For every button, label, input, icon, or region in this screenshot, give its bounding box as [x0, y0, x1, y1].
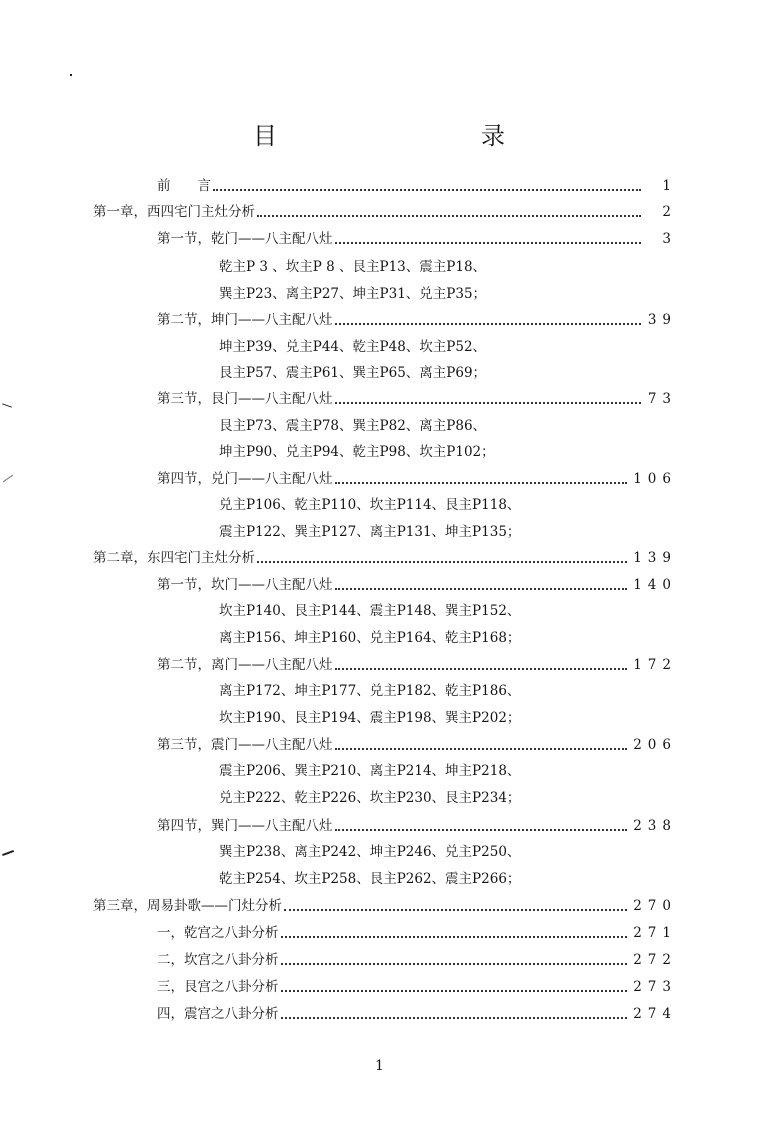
section-detail-line: 坤主P39、兑主P44、乾主P48、坎主P52、 — [219, 339, 487, 355]
section-detail-line: 兑主P106、乾主P110、坎主P114、艮主P118、 — [219, 497, 521, 513]
toc-entry-label: 三，艮宫之八卦分析 — [157, 979, 279, 995]
dot-leader — [281, 936, 628, 938]
section-detail-line: 巽主P238、离主P242、坤主P246、兑主P250、 — [219, 844, 521, 860]
toc-entry-section-1-3[interactable] — [157, 388, 677, 410]
toc-entry-page: 273 — [633, 979, 677, 995]
section-detail-line: 乾主P254、坎主P258、艮主P262、震主P266； — [219, 871, 521, 887]
section-detail-line: 震主P122、巽主P127、离主P131、坤主P135； — [219, 524, 521, 540]
section-detail-line: 离主P156、坤主P160、兑主P164、乾主P168； — [219, 630, 521, 646]
page-number: 1 — [375, 1058, 384, 1074]
toc-entry-label: 二，坎宫之八卦分析 — [157, 952, 279, 968]
toc-entry-preface[interactable] — [157, 175, 677, 197]
toc-entry-page: 271 — [633, 925, 677, 941]
scan-mark — [2, 850, 14, 856]
toc-entry-section-1-1[interactable] — [157, 228, 677, 250]
toc-entry-label: 第三节，艮门——八主配八灶 — [157, 391, 333, 407]
toc-entry-page: 1 — [662, 178, 677, 194]
toc-entry-label: 第四节，巽门——八主配八灶 — [157, 818, 333, 834]
toc-entry-label: 第四节，兑门——八主配八灶 — [157, 471, 333, 487]
toc-entry-section-1-4[interactable] — [157, 468, 677, 490]
toc-entry-label: 前 言 — [157, 178, 211, 194]
dot-leader — [281, 963, 628, 965]
scan-mark — [3, 475, 13, 483]
dot-leader — [335, 588, 628, 590]
toc-entry-page: 39 — [647, 312, 677, 328]
toc-entry-page: 274 — [633, 1006, 677, 1022]
toc-entry-label: 第三节，震门——八主配八灶 — [157, 737, 333, 753]
toc-entry-label: 第一节，坎门——八主配八灶 — [157, 577, 333, 593]
toc-entry-section-2-2[interactable] — [157, 654, 677, 676]
toc-entry-subsection-3-2[interactable] — [157, 949, 677, 971]
dot-leader — [335, 829, 628, 831]
toc-entry-page: 238 — [633, 818, 677, 834]
dot-leader — [335, 748, 628, 750]
section-detail-line: 离主P172、坤主P177、兑主P182、乾主P186、 — [219, 683, 521, 699]
dot-leader — [335, 482, 628, 484]
dot-leader — [335, 242, 642, 244]
toc-entry-subsection-3-3[interactable] — [157, 976, 677, 998]
dot-leader — [257, 561, 627, 563]
toc-entry-page: 270 — [633, 898, 677, 914]
section-detail-line: 艮主P57、震主P61、巽主P65、离主P69； — [219, 365, 487, 381]
toc-entry-subsection-3-1[interactable] — [157, 922, 677, 944]
toc-entry-page: 272 — [633, 952, 677, 968]
dot-leader — [213, 189, 641, 191]
section-detail-line: 乾主P 3 、坎主P 8 、艮主P13、震主P18、 — [219, 259, 487, 275]
toc-entry-chapter-3[interactable] — [93, 895, 677, 917]
dot-leader — [281, 1017, 628, 1019]
toc-entry-page: 206 — [633, 737, 677, 753]
toc-entry-section-2-3[interactable] — [157, 734, 677, 756]
toc-entry-page: 3 — [662, 231, 677, 247]
toc-entry-page: 139 — [633, 550, 677, 566]
page-title — [0, 120, 759, 160]
toc-entry-label: 第二节，离门——八主配八灶 — [157, 657, 333, 673]
dot-leader — [335, 402, 642, 404]
toc-entry-label: 第一节，乾门——八主配八灶 — [157, 231, 333, 247]
toc-entry-section-2-1[interactable] — [157, 574, 677, 596]
title-char-left: 目 — [253, 122, 277, 150]
dot-leader — [335, 668, 628, 670]
scan-mark — [2, 403, 12, 407]
section-detail-line: 坤主P90、兑主P94、乾主P98、坎主P102； — [219, 444, 495, 460]
toc-entry-chapter-2[interactable] — [93, 547, 677, 569]
section-detail-line: 艮主P73、震主P78、巽主P82、离主P86、 — [219, 418, 487, 434]
toc-entry-page: 140 — [633, 577, 677, 593]
toc-entry-label: 第一章，西四宅门主灶分析 — [93, 204, 255, 220]
dot-leader — [284, 909, 627, 911]
scan-speck — [70, 74, 72, 76]
section-detail-line: 巽主P23、离主P27、坤主P31、兑主P35； — [219, 286, 487, 302]
dot-leader — [281, 990, 628, 992]
toc-entry-label: 四，震宫之八卦分析 — [157, 1006, 279, 1022]
section-detail-line: 坎主P190、艮主P194、震主P198、巽主P202； — [219, 710, 521, 726]
dot-leader — [335, 323, 642, 325]
title-char-right: 录 — [481, 122, 505, 150]
toc-entry-page: 172 — [633, 657, 677, 673]
toc-entry-subsection-3-4[interactable] — [157, 1003, 677, 1025]
section-detail-line: 坎主P140、艮主P144、震主P148、巽主P152、 — [219, 603, 521, 619]
toc-entry-chapter-1[interactable] — [93, 201, 677, 223]
toc-entry-label: 一，乾宫之八卦分析 — [157, 925, 279, 941]
toc-entry-section-1-2[interactable] — [157, 309, 677, 331]
section-detail-line: 震主P206、巽主P210、离主P214、坤主P218、 — [219, 763, 521, 779]
dot-leader — [257, 215, 641, 217]
toc-entry-label: 第三章，周易卦歌——门灶分析 — [93, 898, 282, 914]
toc-entry-label: 第二节，坤门——八主配八灶 — [157, 312, 333, 328]
toc-entry-section-2-4[interactable] — [157, 815, 677, 837]
toc-entry-page: 106 — [633, 471, 677, 487]
toc-entry-page: 73 — [647, 391, 677, 407]
toc-entry-page: 2 — [662, 204, 677, 220]
section-detail-line: 兑主P222、乾主P226、坎主P230、艮主P234； — [219, 790, 521, 806]
toc-entry-label: 第二章，东四宅门主灶分析 — [93, 550, 255, 566]
